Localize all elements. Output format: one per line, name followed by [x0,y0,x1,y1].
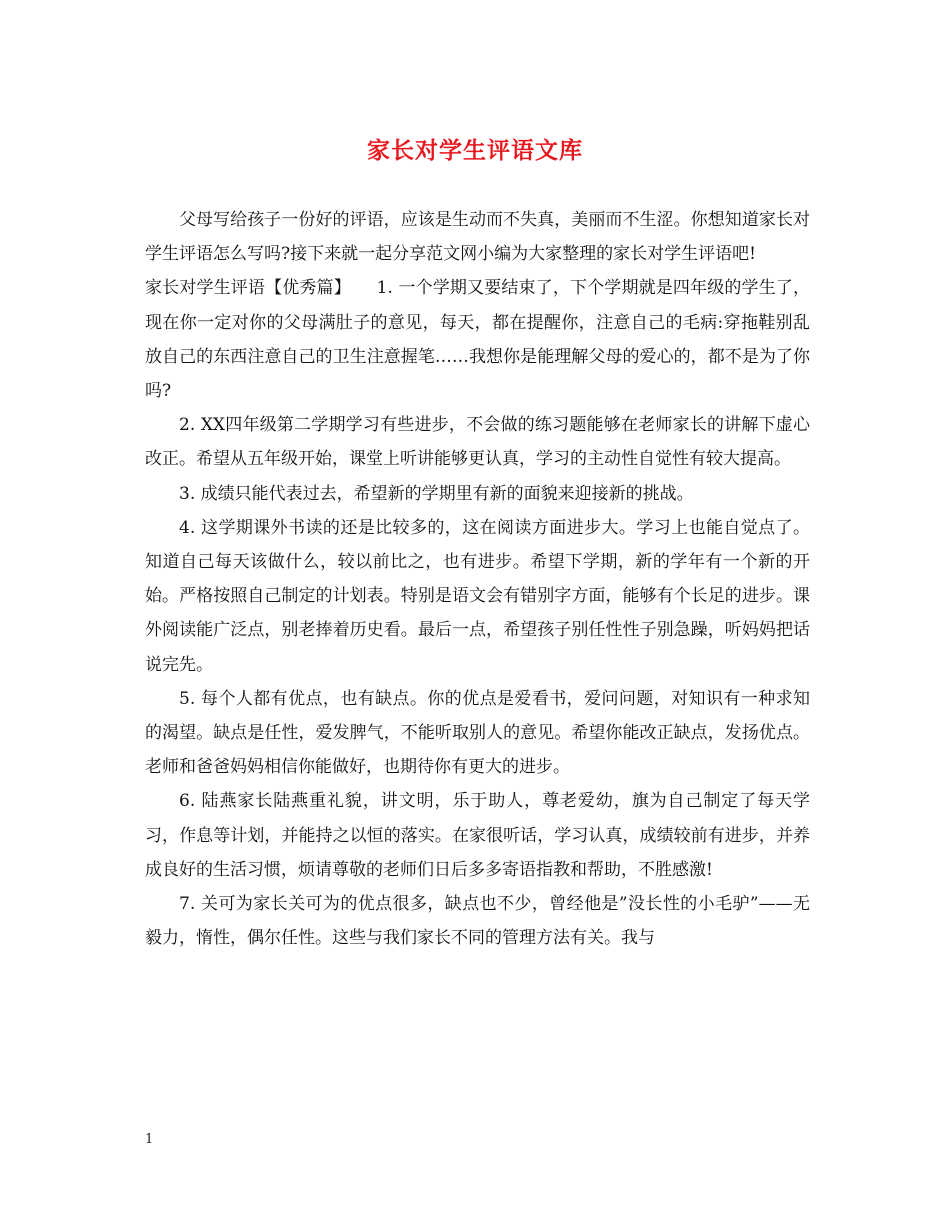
paragraph-item-2: 2. XX四年级第二学期学习有些进步，不会做的练习题能够在老师家长的讲解下虚心改正。希望从五年级开始，课堂上听讲能够更认真，学习的主动性自觉性有较大提高。 [145,415,810,470]
paragraph-item-4: 4. 这学期课外书读的还是比较多的，这在阅读方面进步大。学习上也能自觉点了。知道自己每天该做什么，较以前比之，也有进步。希望下学期，新的学年有一个新的开始。严格按照自己制定的计划表。特别是语文会有错别字方面，能够有个长足的进步。课外阅读能广泛点，别老捧着历史看。最后一点，希望孩子别任性性子别急躁，听妈妈把话说完先。 [145,517,810,675]
paragraph-item-6: 6. 陆燕家长陆燕重礼貌，讲文明，乐于助人，尊老爱幼，旗为自己制定了每天学习，作息等计划，并能持之以恒的落实。在家很听话，学习认真，成绩较前有进步，并养成良好的生活习惯，烦请尊敬的老师们日后多多寄语指教和帮助，不胜感激! [145,791,810,880]
document-title: 家长对学生评语文库 [367,137,583,164]
paragraph-item-7: 7. 关可为家长关可为的优点很多，缺点也不少，曾经他是”没长性的小毛驴”——无毅力，惰性，偶尔任性。这些与我们家长不同的管理方法有关。我与 [145,894,810,949]
paragraph-intro: 父母写给孩子一份好的评语，应该是生动而不失真，美丽而不生涩。你想知道家长对学生评语怎么写吗?接下来就一起分享范文网小编为大家整理的家长对学生评语吧! [145,210,810,265]
page-number: 1 [145,1132,154,1147]
paragraph-item-5: 5. 每个人都有优点，也有缺点。你的优点是爱看书，爱问问题，对知识有一种求知的渴望。缺点是任性，爱发脾气，不能听取别人的意见。希望你能改正缺点，发扬优点。老师和爸爸妈妈相信你能做好，也期待你有更大的进步。 [145,688,810,778]
paragraph-item-1: 家长对学生评语【优秀篇】 1. 一个学期又要结束了，下个学期就是四年级的学生了，现在你一定对你的父母满肚子的意见，每天，都在提醒你，注意自己的毛病:穿拖鞋别乱放自己的东西注意自己的卫生注意握笔……我想你是能理解父母的爱心的，都不是为了你吗? [145,278,810,402]
document-body [145,203,810,955]
paragraph-item-3: 3. 成绩只能代表过去，希望新的学期里有新的面貌来迎接新的挑战。 [179,483,694,504]
